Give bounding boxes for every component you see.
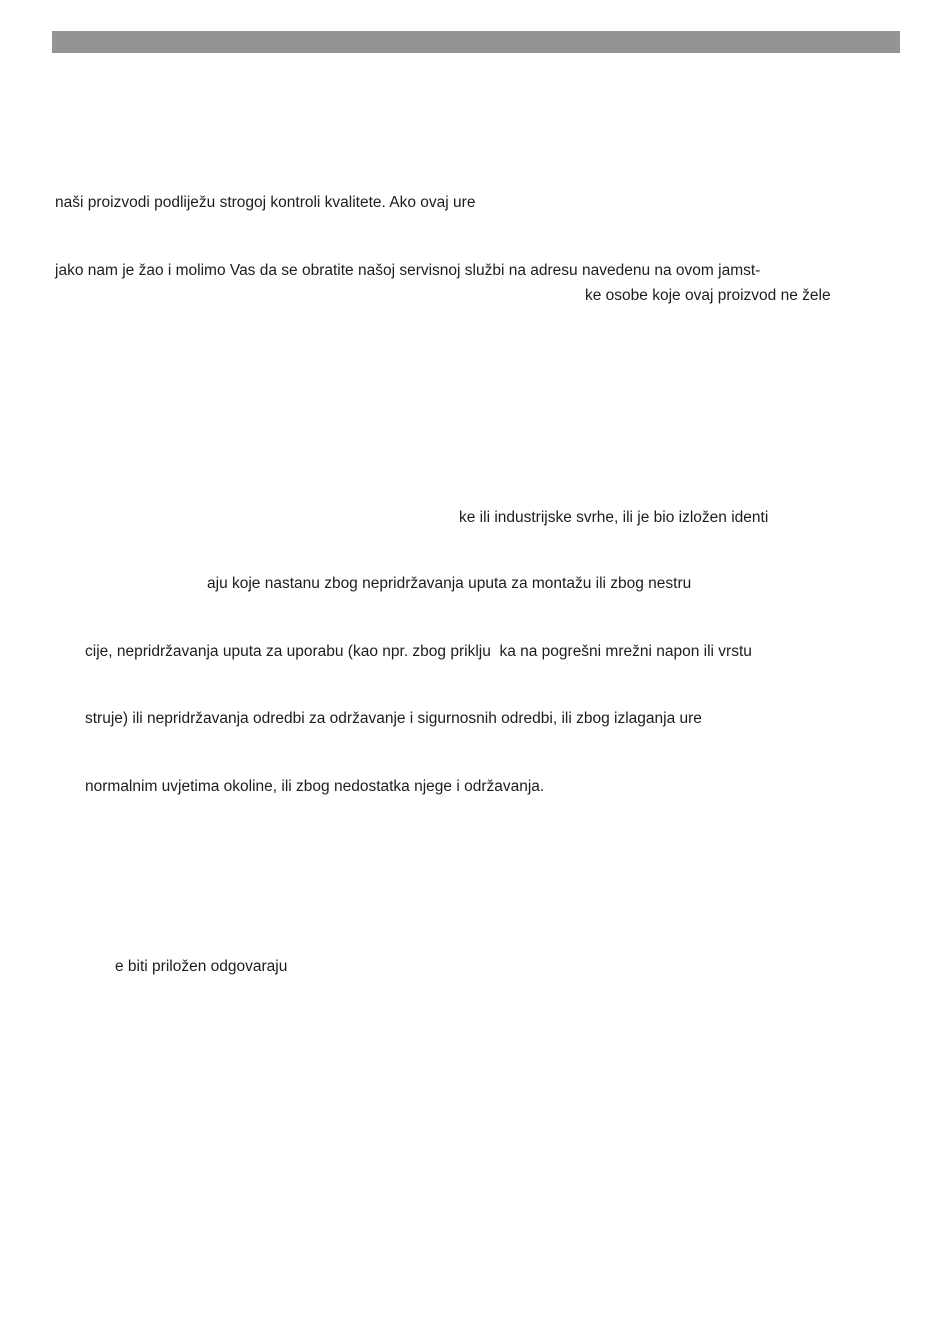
paragraph-persons [585,240,831,353]
paragraph-persons-line-1: ke osobe koje ovaj proizvod ne žele [585,287,831,304]
paragraph-attachment-line-1: e biti priložen odgovaraju [115,958,288,975]
paragraph-intro-line-2: jako nam je žao i molimo Vas da se obratite našoj servisnoj službi na adresu navedenu na ovom jamst- [55,261,761,279]
paragraph-exclusions-line-2: cije, nepridržavanja uputa za uporabu (kao npr. zbog priklju ka na pogrešni mrežni napon ili vrstu [85,642,752,660]
paragraph-attachment [115,911,287,1024]
paragraph-exclusions-line-4: normalnim uvjetima okoline, ili zbog nedostatka njege i održavanja. [85,777,545,795]
paragraph-intro-line-1: naši proizvodi podliježu strogoj kontroli kvalitete. Ako ovaj ure [55,194,476,211]
paragraph-exclusions [85,528,752,843]
paragraph-industrial-line-1: ke ili industrijske svrhe, ili je bio izložen identi [459,509,769,526]
header-banner [52,31,900,53]
paragraph-exclusions-line-3: struje) ili nepridržavanja odredbi za održavanje i sigurnosnih odredbi, ili zbog izlaganja ure [85,710,702,727]
paragraph-exclusions-line-1: aju koje nastanu zbog nepridržavanja uputa za montažu ili zbog nestru [207,575,692,592]
